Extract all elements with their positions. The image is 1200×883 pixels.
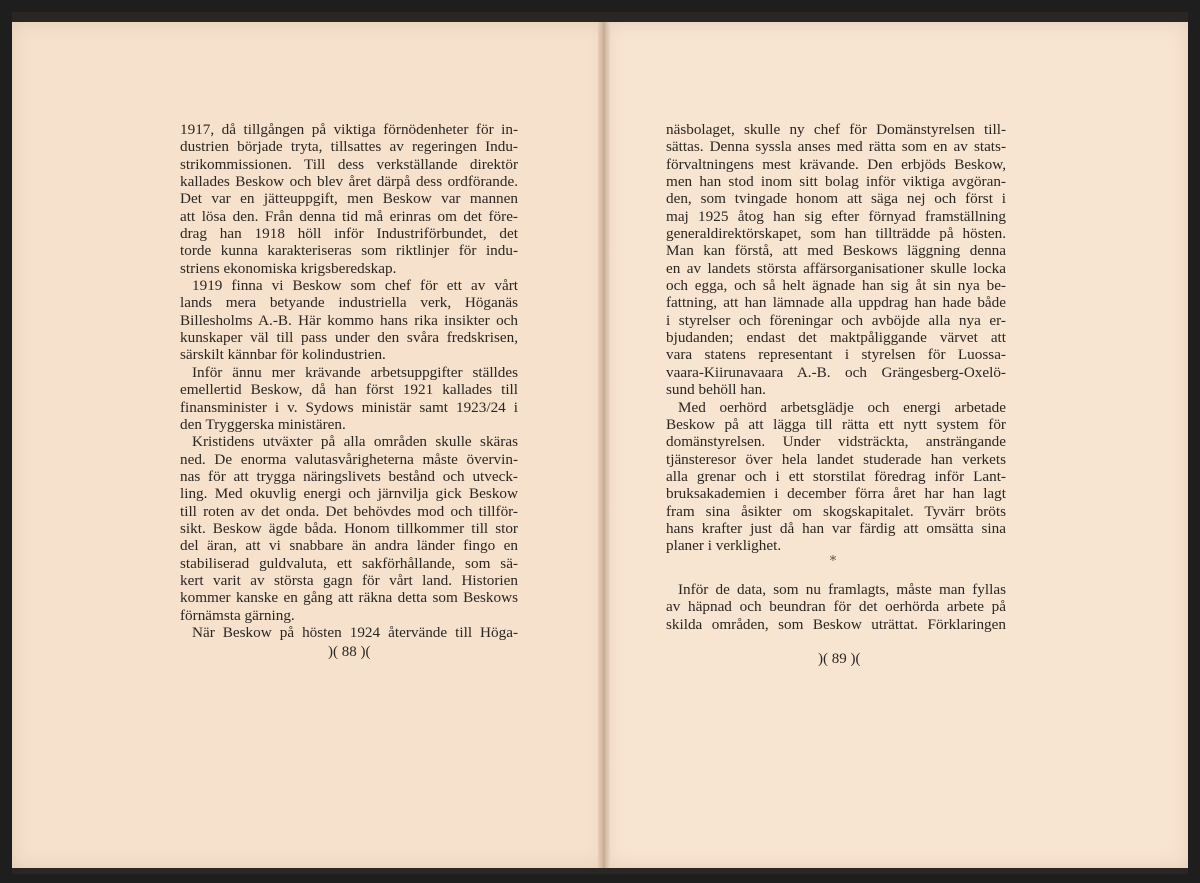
text-line: domänstyrelsen. Under vidsträckta, ansträngande: [666, 433, 1006, 451]
text-line: kallades Beskow och blev året därpå dess ordförande.: [180, 173, 518, 191]
text-line: Billesholms A.-B. Här kommo hans rika insikter och: [180, 311, 518, 329]
text-line: den, som tvingade honom att säga nej och först i: [666, 190, 1006, 208]
section-separator: *: [829, 554, 837, 569]
text-line: vaara-Kiirunavaara A.-B. och Grängesberg-Oxelö-: [666, 363, 1006, 381]
text-line: förnämsta gärning.: [180, 606, 295, 624]
text-line: bruksakademien i december förra året har han lagt: [666, 485, 1006, 503]
text-line: hans krafter just då han var färdig att omsätta sina: [666, 519, 1006, 537]
text-line: att lösa den. Från denna tid må erinras om det före-: [180, 207, 518, 225]
text-line: kert varit av största gagn för vårt land. Historien: [180, 571, 518, 589]
text-line: tjänsteresor över hela landet studerade han verkets: [666, 450, 1006, 468]
text-line: fattning, att han lämnade alla uppdrag han hade både: [666, 294, 1006, 312]
text-line: 1917, då tillgången på viktiga förnödenheter för in-: [180, 121, 518, 138]
text-line: alla grenar och i ett storstilat föredrag inför Lant-: [666, 467, 1006, 485]
text-line: 1919 finna vi Beskow som chef för ett av vårt: [192, 277, 518, 295]
text-line: planer i verklighet.: [666, 537, 782, 555]
text-line: men han stod inom sitt bolag inför viktiga avgöran-: [666, 173, 1006, 191]
text-line: kunskaper väl till pass under den svåra fredskrisen,: [180, 329, 518, 347]
text-line: Inför ännu mer krävande arbetsuppgifter ställdes: [192, 363, 518, 381]
text-line: kommer kanske en gång att räkna detta som Beskows: [180, 589, 518, 607]
text-line: Kristidens utväxter på alla områden skulle skäras: [192, 433, 518, 451]
text-line: sättas. Denna syssla anses med rätta som en av stats-: [666, 138, 1006, 156]
book-gutter: [598, 22, 610, 868]
text-line: Med oerhörd arbetsglädje och energi arbetade: [678, 398, 1006, 416]
text-line: vara statens representant i styrelsen för Luossa-: [666, 346, 1006, 364]
text-line: maj 1925 åtog han sig efter förnyad framställning: [666, 207, 1006, 225]
left-page-text: [180, 121, 518, 641]
text-line: emellertid Beskow, då han först 1921 kallades till: [180, 381, 518, 399]
text-line: bjudanden; endast det maktpåliggande värvet att: [666, 329, 1006, 347]
text-line: generaldirektörskapet, som han tillträdde på hösten.: [666, 225, 1006, 243]
text-line: När Beskow på hösten 1924 återvände till Höga-: [192, 623, 518, 641]
text-line: lands mera betyande industriella verk, Höganäs: [180, 294, 518, 312]
text-line: den Tryggerska ministären.: [180, 415, 346, 433]
text-line: av häpnad och beundran för det oerhörda arbete på: [666, 598, 1006, 616]
text-line: skilda områden, som Beskow uträttat. Förklaringen: [666, 615, 1006, 633]
text-line: torde kunna karakteriseras som riktlinjer för indu-: [180, 242, 518, 260]
text-line: strikommissionen. Till dess verkställande direktör: [180, 155, 518, 173]
right-page-text: [666, 121, 1006, 555]
page-number-right: )( 89 )(: [818, 651, 861, 667]
text-line: särskilt kännbar för kolindustrien.: [180, 346, 386, 364]
text-line: nas för att trygga näringslivets bestånd och utveck-: [180, 467, 518, 485]
right-page-text-continued: [666, 581, 1006, 633]
text-line: en av landets största affärsorganisationer skulle locka: [666, 259, 1006, 277]
text-line: finansminister i v. Sydows ministär samt 1923/24 i: [180, 398, 518, 416]
text-line: sikt. Beskow ägde båda. Honom tillkommer till stor: [180, 519, 518, 537]
text-line: Man kan förstå, att med Beskows läggning denna: [666, 242, 1006, 260]
text-line: sund behöll han.: [666, 381, 766, 399]
text-line: ling. Med okuvlig energi och järnvilja gick Beskow: [180, 485, 518, 503]
text-line: förvaltningens mest krävande. Den erbjöds Beskow,: [666, 155, 1006, 173]
text-line: drag han 1918 höll inför Industriförbundet, det: [180, 225, 518, 243]
text-line: näsbolaget, skulle ny chef för Domänstyrelsen till-: [666, 121, 1006, 138]
text-line: striens ekonomiska krigsberedskap.: [180, 259, 397, 277]
text-line: i styrelser och föreningar och avböjde alla nya er-: [666, 311, 1006, 329]
text-line: Det var en jätteuppgift, men Beskow var mannen: [180, 190, 518, 208]
text-line: dustrien började tryta, tillsattes av regeringen Indu-: [180, 138, 518, 156]
text-line: Inför de data, som nu framlagts, måste man fyllas: [678, 581, 1006, 598]
text-line: Beskow på att lägga till rätta ett nytt system för: [666, 415, 1006, 433]
text-line: ned. De enorma valutasvårigheterna måste övervin-: [180, 450, 518, 468]
text-line: stabiliserad guldvaluta, ett sakförhållande, som sä-: [180, 554, 518, 572]
text-line: del äran, att vi snabbare än andra länder fingo en: [180, 537, 518, 555]
text-line: och egga, och så helt ägnade han sig åt sin nya be-: [666, 277, 1006, 295]
text-line: fram sina åsikter om skogskapitalet. Tyvärr bröts: [666, 502, 1006, 520]
page-number-left: )( 88 )(: [328, 644, 371, 660]
text-line: till roten av det onda. Det behövdes mod och tillför-: [180, 502, 518, 520]
